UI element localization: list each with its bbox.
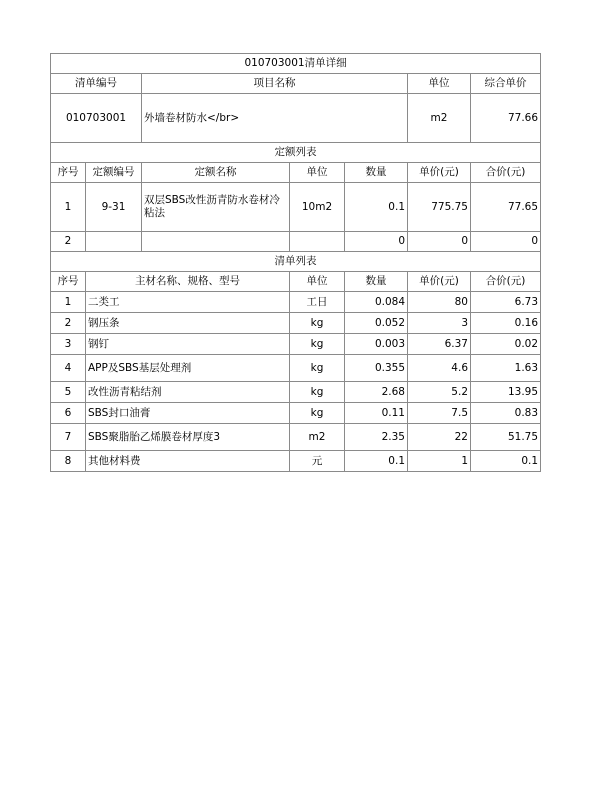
material-qty: 0.003 (345, 334, 408, 355)
material-total: 13.95 (471, 382, 541, 403)
material-seq-header: 序号 (51, 272, 86, 292)
material-unit: kg (290, 382, 345, 403)
bill-code-header: 清单编号 (51, 74, 142, 94)
material-unit-price-header: 单价(元) (408, 272, 471, 292)
material-row (51, 382, 541, 403)
material-seq: 4 (51, 355, 86, 382)
quota-unit: 10m2 (290, 183, 345, 232)
material-qty: 0.084 (345, 292, 408, 313)
material-unit-price: 1 (408, 451, 471, 472)
quota-code (86, 232, 142, 252)
quota-unit (290, 232, 345, 252)
material-unit-price: 5.2 (408, 382, 471, 403)
material-name: 钢钉 (86, 334, 290, 355)
material-total: 1.63 (471, 355, 541, 382)
quota-code-header: 定额编号 (86, 163, 142, 183)
material-name: 改性沥青粘结剂 (86, 382, 290, 403)
bill-price: 77.66 (471, 94, 541, 143)
material-name: 钢压条 (86, 313, 290, 334)
material-qty: 0.11 (345, 403, 408, 424)
quota-unit-price: 775.75 (408, 183, 471, 232)
material-unit-price: 80 (408, 292, 471, 313)
material-unit: 元 (290, 451, 345, 472)
material-unit: kg (290, 355, 345, 382)
page-title: 010703001清单详细 (51, 54, 541, 74)
quota-qty: 0.1 (345, 183, 408, 232)
material-seq: 7 (51, 424, 86, 451)
material-name: SBS封口油膏 (86, 403, 290, 424)
material-qty: 2.68 (345, 382, 408, 403)
material-unit: m2 (290, 424, 345, 451)
material-seq: 3 (51, 334, 86, 355)
material-total: 6.73 (471, 292, 541, 313)
material-section-title: 清单列表 (51, 252, 541, 272)
material-header-row (51, 272, 541, 292)
bill-price-header: 综合单价 (471, 74, 541, 94)
material-seq: 6 (51, 403, 86, 424)
material-seq: 1 (51, 292, 86, 313)
material-row (51, 313, 541, 334)
quota-total-header: 合价(元) (471, 163, 541, 183)
quota-row (51, 232, 541, 252)
material-seq: 2 (51, 313, 86, 334)
material-name: APP及SBS基层处理剂 (86, 355, 290, 382)
quota-section-title: 定额列表 (51, 143, 541, 163)
quota-code: 9-31 (86, 183, 142, 232)
material-total: 0.16 (471, 313, 541, 334)
quota-row (51, 183, 541, 232)
quota-header-row (51, 163, 541, 183)
material-qty: 0.355 (345, 355, 408, 382)
material-unit-header: 单位 (290, 272, 345, 292)
quota-name-header: 定额名称 (142, 163, 290, 183)
material-total: 0.83 (471, 403, 541, 424)
material-seq: 5 (51, 382, 86, 403)
material-unit-price: 3 (408, 313, 471, 334)
material-row (51, 451, 541, 472)
material-unit-price: 6.37 (408, 334, 471, 355)
bill-detail-table (50, 53, 541, 472)
quota-qty: 0 (345, 232, 408, 252)
material-unit-price: 4.6 (408, 355, 471, 382)
material-total: 51.75 (471, 424, 541, 451)
material-row (51, 334, 541, 355)
material-total: 0.02 (471, 334, 541, 355)
material-qty: 0.1 (345, 451, 408, 472)
material-name-header: 主材名称、规格、型号 (86, 272, 290, 292)
quota-unit-price-header: 单价(元) (408, 163, 471, 183)
material-section-row (51, 252, 541, 272)
quota-total: 0 (471, 232, 541, 252)
bill-name: 外墙卷材防水</br> (142, 94, 408, 143)
bill-row (51, 94, 541, 143)
material-unit-price: 7.5 (408, 403, 471, 424)
material-row (51, 292, 541, 313)
quota-qty-header: 数量 (345, 163, 408, 183)
material-name: 二类工 (86, 292, 290, 313)
material-total: 0.1 (471, 451, 541, 472)
material-row (51, 355, 541, 382)
material-unit: kg (290, 403, 345, 424)
bill-unit: m2 (408, 94, 471, 143)
bill-header-row (51, 74, 541, 94)
quota-seq-header: 序号 (51, 163, 86, 183)
bill-code: 010703001 (51, 94, 142, 143)
material-unit-price: 22 (408, 424, 471, 451)
material-qty-header: 数量 (345, 272, 408, 292)
quota-seq: 1 (51, 183, 86, 232)
material-name: SBS聚脂胎乙烯膜卷材厚度3 (86, 424, 290, 451)
quota-seq: 2 (51, 232, 86, 252)
title-row (51, 54, 541, 74)
quota-total: 77.65 (471, 183, 541, 232)
material-unit: kg (290, 313, 345, 334)
quota-name (142, 232, 290, 252)
quota-unit-header: 单位 (290, 163, 345, 183)
material-unit: kg (290, 334, 345, 355)
quota-name: 双层SBS改性沥青防水卷材冷粘法 (142, 183, 290, 232)
material-unit: 工日 (290, 292, 345, 313)
bill-name-header: 项目名称 (142, 74, 408, 94)
material-qty: 0.052 (345, 313, 408, 334)
material-name: 其他材料费 (86, 451, 290, 472)
quota-unit-price: 0 (408, 232, 471, 252)
quota-section-row (51, 143, 541, 163)
material-qty: 2.35 (345, 424, 408, 451)
material-row (51, 403, 541, 424)
material-row (51, 424, 541, 451)
bill-unit-header: 单位 (408, 74, 471, 94)
material-seq: 8 (51, 451, 86, 472)
material-total-header: 合价(元) (471, 272, 541, 292)
